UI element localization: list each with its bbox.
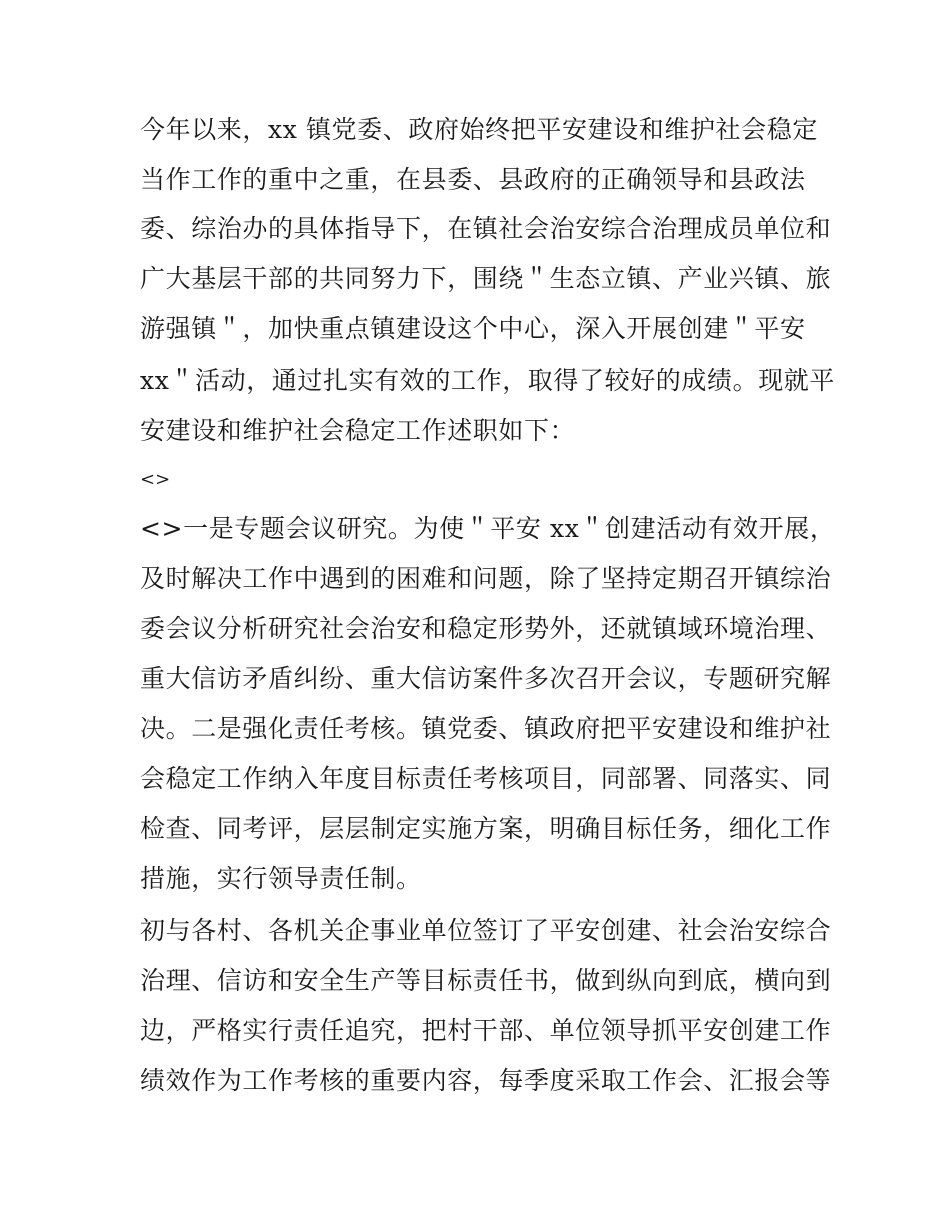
text-line: 决。二是强化责任考核。镇党委、镇政府把平安建设和维护社 [140, 714, 832, 743]
text-line: 委会议分析研究社会治安和稳定形势外，还就镇域环境治理、 [140, 614, 832, 643]
text-line: 安建设和维护社会稳定工作述职如下： [140, 416, 576, 445]
text-line: 游强镇＂，加快重点镇建设这个中心，深入开展创建＂平安 [140, 314, 806, 343]
text-line: 检查、同考评，层层制定实施方案，明确目标任务，细化工作 [140, 814, 832, 843]
text-line: <>一是专题会议研究。为使＂平安 xx＂创建活动有效开展， [140, 514, 836, 543]
text-line: 绩效作为工作考核的重要内容，每季度采取工作会、汇报会等 [140, 1066, 832, 1095]
text-line: 广大基层干部的共同努力下，围绕＂生态立镇、产业兴镇、旅 [140, 264, 832, 293]
text-line: 今年以来，xx 镇党委、政府始终把平安建设和维护社会稳定 [140, 115, 818, 144]
text-line: 边，严格实行责任追究，把村干部、单位领导抓平安创建工作 [140, 1016, 832, 1045]
text-line: 重大信访矛盾纠纷、重大信访案件多次召开会议，专题研究解 [140, 664, 832, 693]
text-line: 会稳定工作纳入年度目标责任考核项目，同部署、同落实、同 [140, 764, 832, 793]
text-line: 及时解决工作中遇到的困难和问题，除了坚持定期召开镇综治 [140, 564, 832, 593]
text-line: 委、综治办的具体指导下，在镇社会治安综合治理成员单位和 [140, 214, 832, 243]
text-line: xx＂活动，通过扎实有效的工作，取得了较好的成绩。现就平 [140, 366, 836, 395]
text-line: 当作工作的重中之重，在县委、县政府的正确领导和县政法 [140, 165, 806, 194]
text-line: 治理、信访和安全生产等目标责任书，做到纵向到底，横向到 [140, 966, 832, 995]
placeholder-marker: <> [140, 469, 171, 490]
text-line: 初与各村、各机关企事业单位签订了平安创建、社会治安综合 [140, 916, 832, 945]
text-line: 措施，实行领导责任制。 [140, 864, 422, 893]
